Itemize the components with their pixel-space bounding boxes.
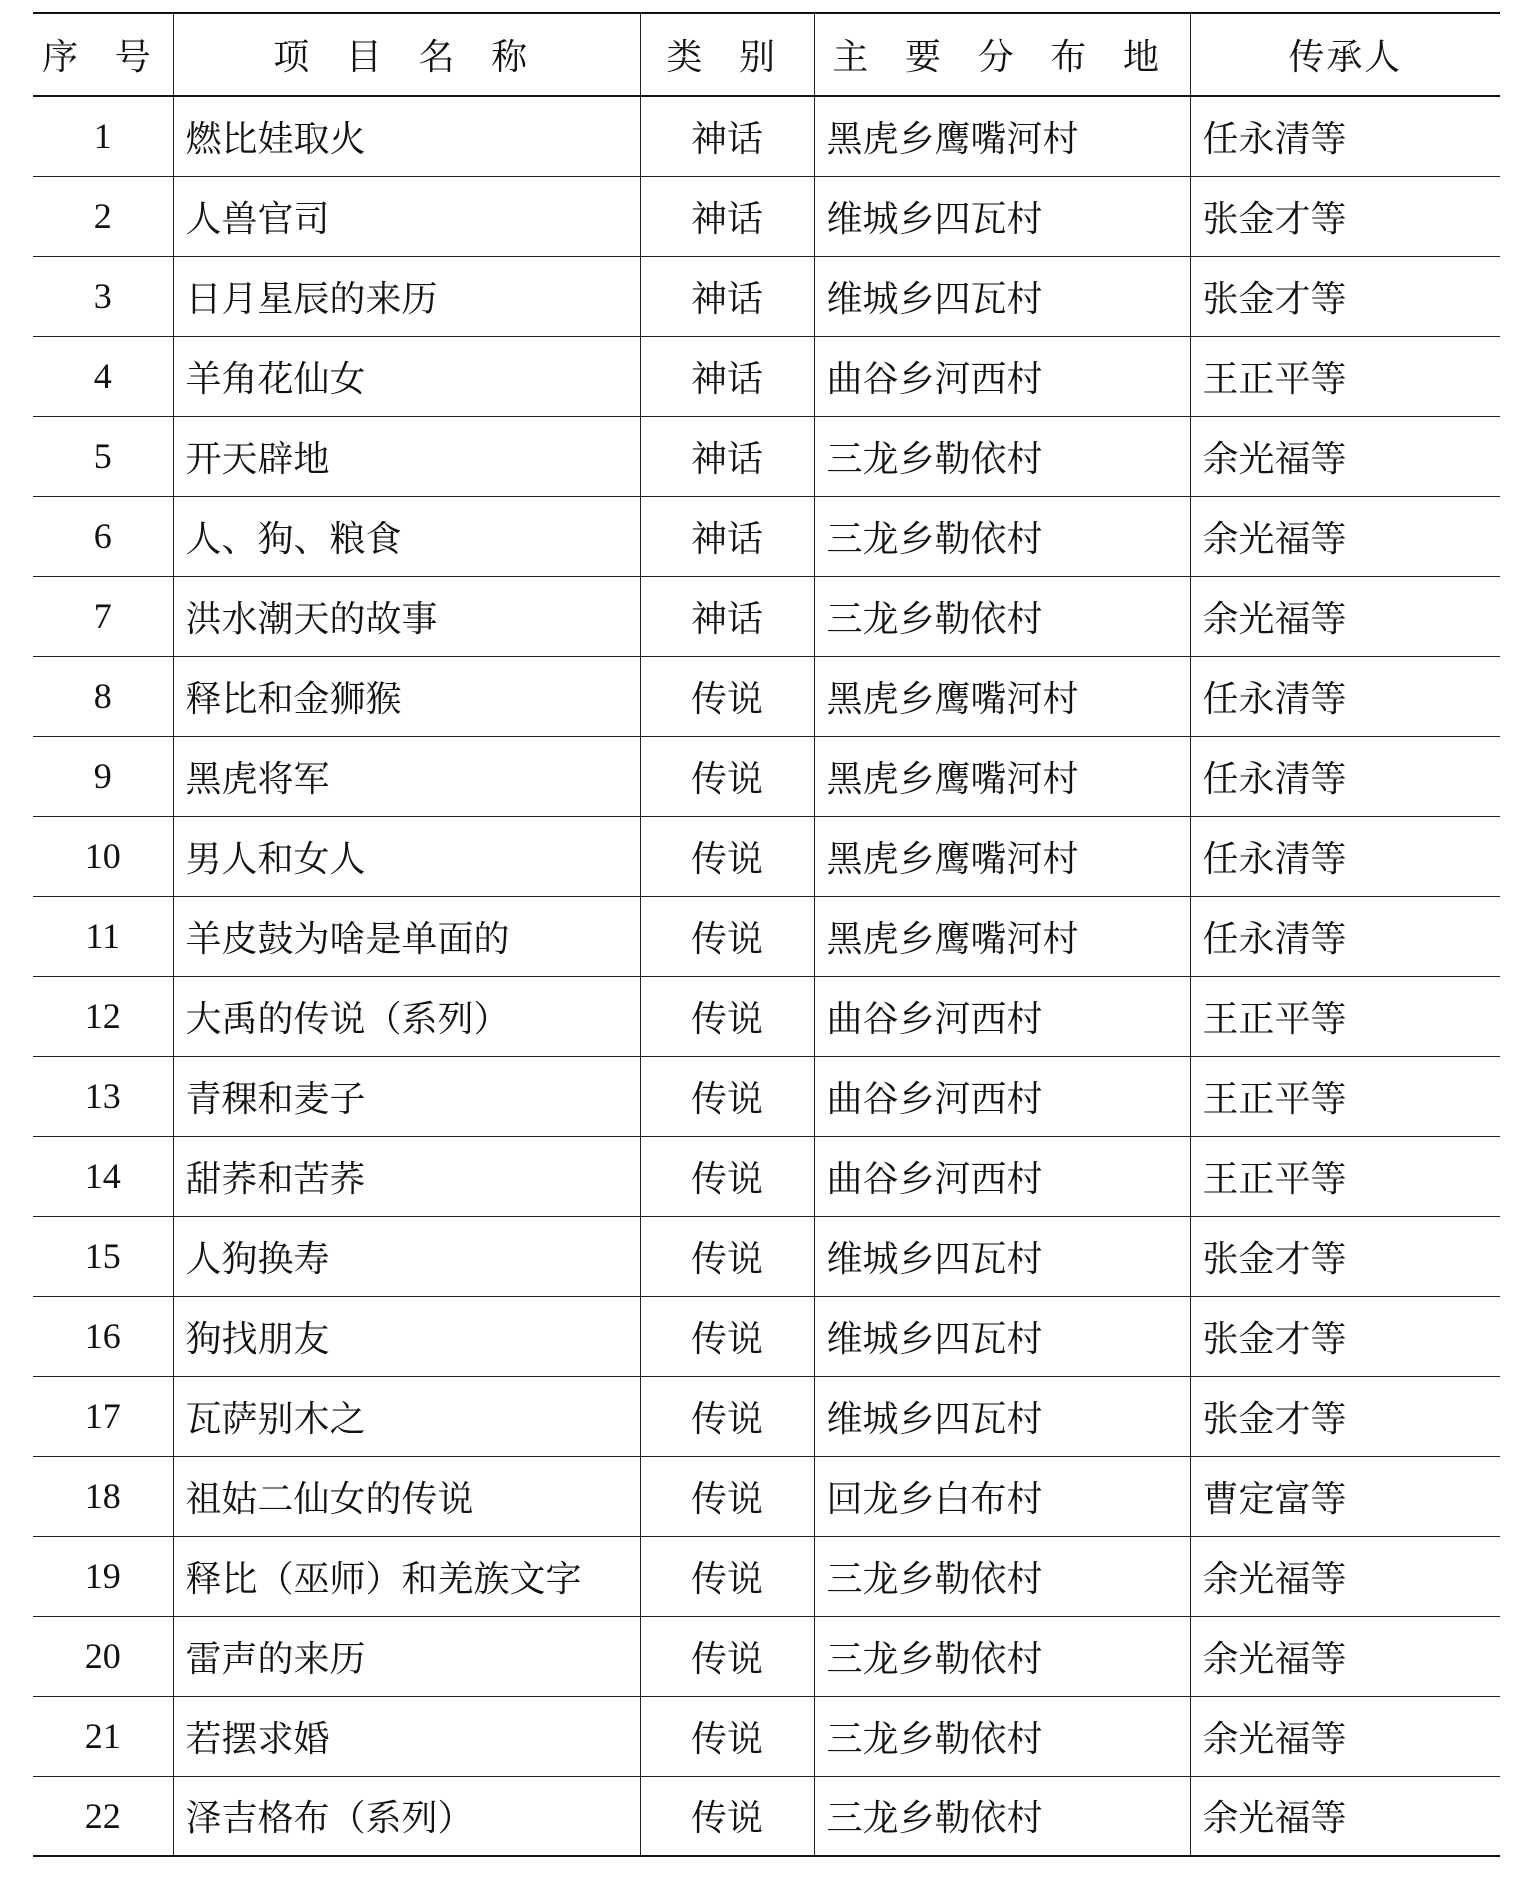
table-row (33, 576, 1500, 656)
cell-heir: 张金才等 (1190, 1376, 1500, 1456)
heritage-table-container (33, 12, 1500, 1857)
cell-heir: 余光福等 (1190, 416, 1500, 496)
cell-heir: 张金才等 (1190, 1296, 1500, 1376)
cell-category: 传说 (640, 656, 814, 736)
cell-no: 12 (33, 976, 173, 1056)
cell-name: 甜荞和苦荞 (173, 1136, 640, 1216)
cell-heir: 余光福等 (1190, 496, 1500, 576)
cell-heir: 张金才等 (1190, 256, 1500, 336)
cell-no: 19 (33, 1536, 173, 1616)
cell-location: 三龙乡勒依村 (814, 1696, 1190, 1776)
cell-category: 传说 (640, 896, 814, 976)
cell-no: 9 (33, 736, 173, 816)
cell-heir: 任永清等 (1190, 896, 1500, 976)
cell-location: 维城乡四瓦村 (814, 1296, 1190, 1376)
cell-heir: 任永清等 (1190, 816, 1500, 896)
table-body (33, 96, 1500, 1856)
cell-name: 男人和女人 (173, 816, 640, 896)
cell-category: 传说 (640, 1696, 814, 1776)
cell-heir: 余光福等 (1190, 1776, 1500, 1856)
cell-name: 日月星辰的来历 (173, 256, 640, 336)
cell-location: 三龙乡勒依村 (814, 1616, 1190, 1696)
cell-heir: 余光福等 (1190, 576, 1500, 656)
table-row (33, 1296, 1500, 1376)
cell-location: 维城乡四瓦村 (814, 1216, 1190, 1296)
cell-no: 17 (33, 1376, 173, 1456)
cell-no: 8 (33, 656, 173, 736)
cell-location: 三龙乡勒依村 (814, 1776, 1190, 1856)
cell-name: 狗找朋友 (173, 1296, 640, 1376)
cell-category: 传说 (640, 1776, 814, 1856)
cell-location: 曲谷乡河西村 (814, 976, 1190, 1056)
cell-name: 羊皮鼓为啥是单面的 (173, 896, 640, 976)
cell-category: 神话 (640, 496, 814, 576)
cell-category: 传说 (640, 816, 814, 896)
cell-location: 曲谷乡河西村 (814, 336, 1190, 416)
cell-category: 神话 (640, 256, 814, 336)
cell-no: 5 (33, 416, 173, 496)
cell-no: 14 (33, 1136, 173, 1216)
table-row (33, 736, 1500, 816)
table-row (33, 416, 1500, 496)
table-row (33, 96, 1500, 176)
cell-location: 三龙乡勒依村 (814, 576, 1190, 656)
cell-category: 神话 (640, 576, 814, 656)
cell-name: 青稞和麦子 (173, 1056, 640, 1136)
header-row (33, 13, 1500, 96)
cell-category: 神话 (640, 336, 814, 416)
table-row (33, 1776, 1500, 1856)
cell-name: 大禹的传说（系列） (173, 976, 640, 1056)
cell-no: 1 (33, 96, 173, 176)
table-row (33, 1216, 1500, 1296)
table-row (33, 1696, 1500, 1776)
cell-heir: 任永清等 (1190, 96, 1500, 176)
cell-category: 传说 (640, 1456, 814, 1536)
cell-location: 黑虎乡鹰嘴河村 (814, 96, 1190, 176)
table-row (33, 976, 1500, 1056)
cell-no: 4 (33, 336, 173, 416)
cell-name: 燃比娃取火 (173, 96, 640, 176)
table-row (33, 816, 1500, 896)
cell-heir: 任永清等 (1190, 736, 1500, 816)
cell-location: 黑虎乡鹰嘴河村 (814, 736, 1190, 816)
cell-name: 若摆求婚 (173, 1696, 640, 1776)
table-row (33, 896, 1500, 976)
cell-category: 传说 (640, 976, 814, 1056)
cell-no: 6 (33, 496, 173, 576)
cell-location: 黑虎乡鹰嘴河村 (814, 816, 1190, 896)
cell-category: 传说 (640, 1136, 814, 1216)
table-row (33, 1056, 1500, 1136)
cell-name: 黑虎将军 (173, 736, 640, 816)
cell-category: 传说 (640, 1296, 814, 1376)
cell-name: 开天辟地 (173, 416, 640, 496)
cell-heir: 任永清等 (1190, 656, 1500, 736)
table-row (33, 256, 1500, 336)
cell-name: 人狗换寿 (173, 1216, 640, 1296)
heritage-table (33, 12, 1500, 1857)
table-header (33, 13, 1500, 96)
cell-name: 祖姑二仙女的传说 (173, 1456, 640, 1536)
header-category: 类 别 (640, 13, 814, 96)
cell-location: 回龙乡白布村 (814, 1456, 1190, 1536)
cell-name: 洪水潮天的故事 (173, 576, 640, 656)
cell-heir: 张金才等 (1190, 176, 1500, 256)
cell-no: 2 (33, 176, 173, 256)
cell-location: 维城乡四瓦村 (814, 176, 1190, 256)
cell-heir: 王正平等 (1190, 976, 1500, 1056)
cell-category: 传说 (640, 736, 814, 816)
cell-no: 7 (33, 576, 173, 656)
cell-heir: 王正平等 (1190, 336, 1500, 416)
cell-no: 13 (33, 1056, 173, 1136)
cell-category: 传说 (640, 1536, 814, 1616)
table-row (33, 496, 1500, 576)
cell-location: 黑虎乡鹰嘴河村 (814, 896, 1190, 976)
cell-location: 曲谷乡河西村 (814, 1056, 1190, 1136)
cell-location: 三龙乡勒依村 (814, 416, 1190, 496)
cell-heir: 曹定富等 (1190, 1456, 1500, 1536)
cell-heir: 王正平等 (1190, 1136, 1500, 1216)
cell-location: 维城乡四瓦村 (814, 1376, 1190, 1456)
cell-heir: 王正平等 (1190, 1056, 1500, 1136)
cell-no: 20 (33, 1616, 173, 1696)
cell-no: 22 (33, 1776, 173, 1856)
table-row (33, 1456, 1500, 1536)
cell-no: 3 (33, 256, 173, 336)
cell-heir: 余光福等 (1190, 1536, 1500, 1616)
cell-location: 曲谷乡河西村 (814, 1136, 1190, 1216)
cell-no: 21 (33, 1696, 173, 1776)
cell-category: 神话 (640, 176, 814, 256)
cell-category: 传说 (640, 1056, 814, 1136)
cell-no: 10 (33, 816, 173, 896)
table-row (33, 1536, 1500, 1616)
header-location: 主 要 分 布 地 (814, 13, 1190, 96)
header-heir: 传承人 (1190, 13, 1500, 96)
table-row (33, 1136, 1500, 1216)
cell-name: 瓦萨别木之 (173, 1376, 640, 1456)
table-row (33, 1616, 1500, 1696)
cell-category: 神话 (640, 416, 814, 496)
cell-category: 神话 (640, 96, 814, 176)
cell-no: 11 (33, 896, 173, 976)
cell-no: 16 (33, 1296, 173, 1376)
table-row (33, 176, 1500, 256)
cell-name: 释比和金狮猴 (173, 656, 640, 736)
cell-location: 三龙乡勒依村 (814, 496, 1190, 576)
cell-category: 传说 (640, 1216, 814, 1296)
cell-name: 人兽官司 (173, 176, 640, 256)
cell-name: 人、狗、粮食 (173, 496, 640, 576)
cell-heir: 张金才等 (1190, 1216, 1500, 1296)
table-row (33, 336, 1500, 416)
cell-location: 维城乡四瓦村 (814, 256, 1190, 336)
cell-category: 传说 (640, 1376, 814, 1456)
cell-category: 传说 (640, 1616, 814, 1696)
cell-name: 释比（巫师）和羌族文字 (173, 1536, 640, 1616)
cell-name: 泽吉格布（系列） (173, 1776, 640, 1856)
cell-heir: 余光福等 (1190, 1696, 1500, 1776)
cell-no: 18 (33, 1456, 173, 1536)
cell-location: 三龙乡勒依村 (814, 1536, 1190, 1616)
table-row (33, 1376, 1500, 1456)
cell-no: 15 (33, 1216, 173, 1296)
cell-heir: 余光福等 (1190, 1616, 1500, 1696)
cell-name: 羊角花仙女 (173, 336, 640, 416)
header-name: 项 目 名 称 (173, 13, 640, 96)
header-no: 序 号 (33, 13, 173, 96)
cell-name: 雷声的来历 (173, 1616, 640, 1696)
table-row (33, 656, 1500, 736)
cell-location: 黑虎乡鹰嘴河村 (814, 656, 1190, 736)
